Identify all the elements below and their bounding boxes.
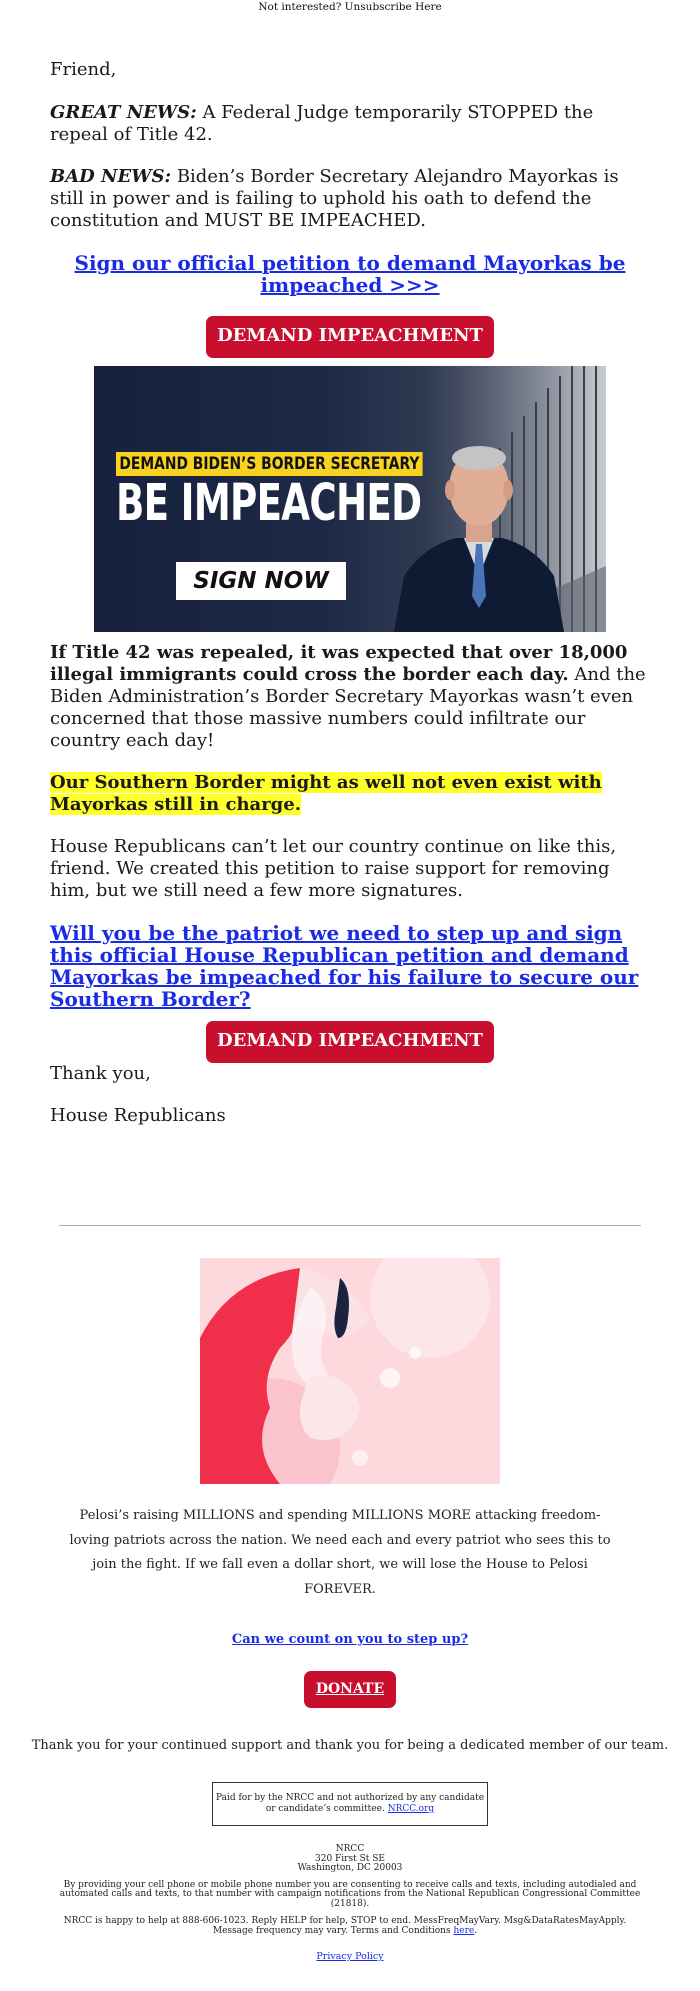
help-text: NRCC is happy to help at 888-606-1023. Reply HELP for help, STOP to end. MessFreqMayVary. Msg&DataRatesMayApply. Message frequency may vary. Terms and Conditions [63, 1916, 627, 1936]
unsubscribe-link[interactable]: Not interested? Unsubscribe Here [258, 1, 442, 13]
email-body [50, 15, 650, 1127]
donate-button[interactable]: DONATE [304, 1671, 396, 1708]
city-address: Washington, DC 20003 [297, 1863, 403, 1873]
cta-petition-link[interactable]: Will you be the patriot we need to step up and sign this official House Republican petition and demand Mayorkas be impeached for his failure to secure our Southern Border? [50, 921, 639, 1011]
privacy-policy-link[interactable]: Privacy Policy [316, 1951, 384, 1962]
cta-link-paragraph [50, 922, 650, 1010]
privacy-line [0, 1952, 700, 1962]
street-address: 320 First St SE [315, 1853, 385, 1864]
unsubscribe-bar [0, 0, 700, 15]
bad-news-label: BAD NEWS: [50, 166, 172, 187]
hero-yellow-headline: DEMAND BIDEN’S BORDER SECRETARY [116, 452, 423, 476]
highlight-text: Our Southern Border might as well not even exist with Mayorkas still in charge. [50, 772, 602, 815]
nrcc-org-link[interactable]: NRCC.org [387, 1804, 435, 1814]
paid-for-text: Paid for by the NRCC and not authorized by any candidate or candidate’s committee. [215, 1793, 485, 1814]
consent-text: By providing your cell phone or mobile phone number you are consenting to receive calls and texts, including autodialed and automated calls and texts, to that number with campaign notifications from the National Republican Congressional Committee (21818). [59, 1879, 641, 1909]
hero-sign-now: SIGN NOW [176, 562, 346, 600]
bad-news-text: Biden’s Border Secretary Alejandro Mayorkas is still in power and is failing to uphold his oath to defend the constitution and MUST BE IMPEACHED. [50, 166, 619, 231]
terms-here-link[interactable]: here [453, 1925, 475, 1936]
help-text-line: NRCC is happy to help at 888-606-1023. Reply HELP for help, STOP to end. MessFreqMayVary. Msg&DataRatesMayApply. Message frequency may vary. Terms and Conditions here. [63, 1916, 627, 1936]
org-name: NRCC [335, 1844, 365, 1854]
demand-button-wrap-2 [50, 1021, 650, 1063]
mailing-address [0, 1845, 700, 1874]
petition-link[interactable]: Sign our official petition to demand Mayorkas be impeached >>> [74, 251, 626, 297]
demand-impeachment-button[interactable]: DEMAND IMPEACHMENT [206, 316, 494, 358]
great-news-paragraph [50, 102, 650, 146]
paid-for-box [212, 1782, 488, 1826]
hero-be-impeached: BE IMPEACHED [116, 474, 422, 533]
signature: House Republicans [50, 1105, 226, 1126]
pelosi-splash-graphic[interactable] [200, 1258, 500, 1484]
highlight-paragraph [50, 772, 650, 816]
bad-news-paragraph [50, 166, 650, 232]
continued-support-text: Thank you for your continued support and thank you for being a dedicated member of our team. [31, 1737, 669, 1753]
count-on-you-link[interactable]: Can we count on you to step up? [231, 1632, 469, 1647]
demand-impeachment-button-2[interactable]: DEMAND IMPEACHMENT [206, 1021, 494, 1063]
great-news-text: A Federal Judge temporarily STOPPED the repeal of Title 42. [50, 102, 594, 145]
salutation: Friend, [50, 59, 117, 80]
count-on-you-line [0, 1628, 700, 1653]
donate-wrap [0, 1653, 700, 1708]
petition-link-paragraph [50, 252, 650, 296]
mayorkas-portrait [394, 426, 564, 632]
title42-bold: If Title 42 was repealed, it was expected that over 18,000 illegal immigrants could cross the border each day. [50, 642, 628, 685]
title42-rest: And the Biden Administration’s Border Secretary Mayorkas wasn’t even concerned that those massive numbers could infiltrate our country each day! [50, 664, 646, 751]
great-news-label: GREAT NEWS: [50, 102, 197, 123]
pelosi-paragraph: Pelosi’s raising MILLIONS and spending MILLIONS MORE attacking freedom-loving patriots across the nation. We need each and every patriot who sees this to join the fight. If we fall even a dollar short, we will lose the House to Pelosi FOREVER. [69, 1508, 611, 1597]
demand-button-wrap [50, 316, 650, 358]
title42-paragraph [50, 642, 650, 752]
house-paragraph: House Republicans can’t let our country continue on like this, friend. We created this petition to raise support for removing him, but we still need a few more signatures. [50, 836, 617, 901]
thank-you: Thank you, [50, 1063, 151, 1084]
footer-divider [59, 1225, 641, 1226]
footer [0, 1504, 700, 1962]
hero-banner[interactable] [94, 366, 606, 632]
